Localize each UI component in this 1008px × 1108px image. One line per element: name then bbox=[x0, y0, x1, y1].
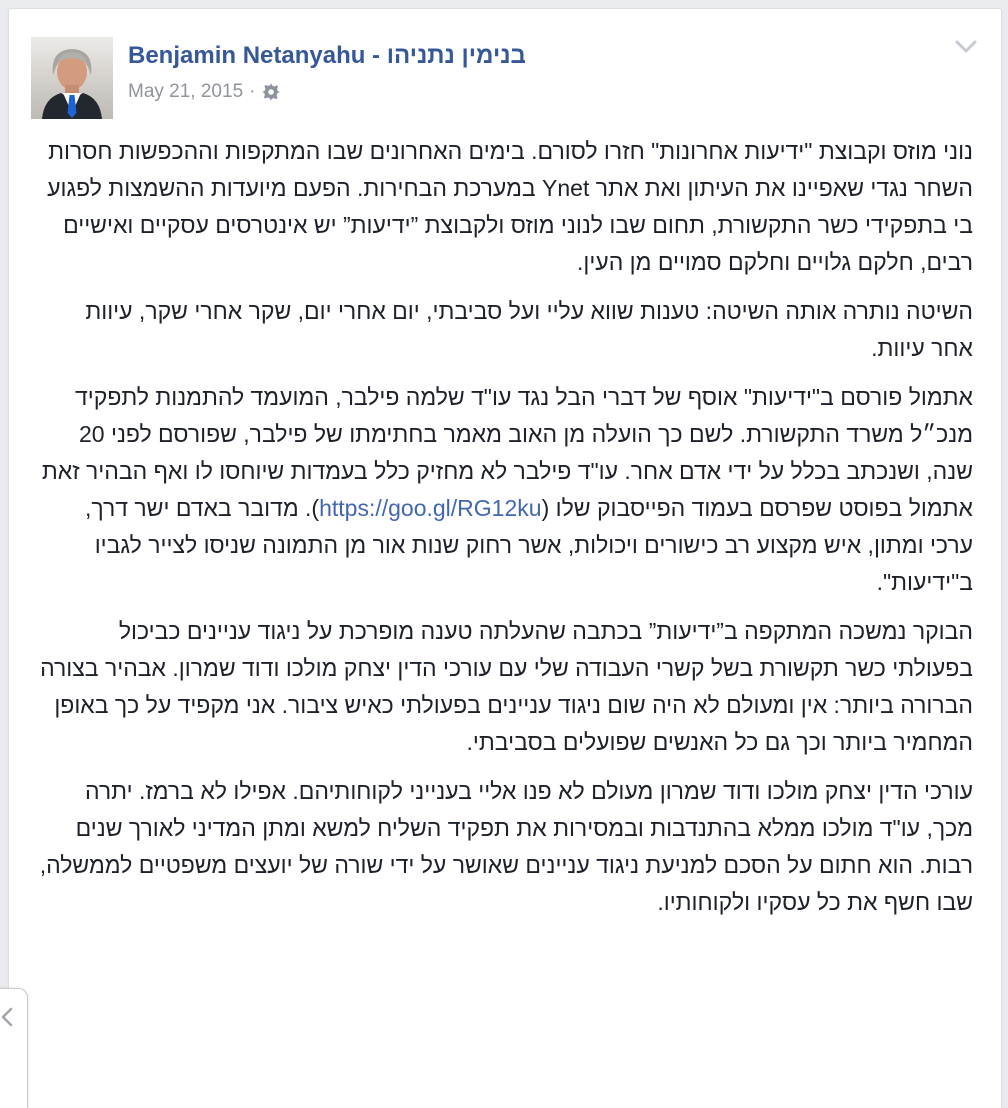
paragraph-text: ). מדובר באדם ישר דרך, ערכי ומתון, איש מקצוע רב כישורים ויכולות, אשר רחוק שנות אור מן התמונה שניסו לצייר לגביו ב"ידיעות". bbox=[84, 495, 973, 595]
chevron-down-icon bbox=[954, 39, 978, 58]
avatar[interactable] bbox=[31, 37, 113, 119]
timestamp[interactable]: May 21, 2015 bbox=[128, 81, 244, 102]
goo-gl-link[interactable]: https://goo.gl/RG12ku bbox=[319, 495, 542, 521]
post-paragraph bbox=[39, 379, 973, 601]
date-row bbox=[128, 81, 526, 103]
date-separator: · bbox=[249, 81, 256, 102]
sidebar-flyout-tab[interactable] bbox=[0, 988, 28, 1108]
post-header bbox=[9, 9, 1001, 131]
post-paragraph: הבוקר נמשכה המתקפה ב”ידיעות” בכתבה שהעלתה טענה מופרכת על ניגוד עניינים כביכול בפעולתי כשר תקשורת בשל קשרי העבודה שלי עם עורכי הדין יצחק מולכו ודוד שמרון. אבהיר בצורה הברורה ביותר: אין ומעולם לא היה שום ניגוד עניינים בפעולתי כאיש ציבור. אני מקפיד על כך באופן המחמיר ביותר וכך גם כל האנשים שפועלים בסביבתי. bbox=[40, 618, 973, 755]
gear-icon bbox=[262, 83, 280, 101]
author-name-link[interactable]: Benjamin Netanyahu - בנימין נתניהו bbox=[128, 42, 526, 69]
post-body bbox=[9, 131, 1001, 921]
post-card bbox=[8, 8, 1002, 1108]
header-info bbox=[128, 37, 526, 119]
collapse-post-button[interactable] bbox=[951, 35, 981, 61]
avatar-portrait-image bbox=[31, 37, 113, 119]
paragraph-text: אתמול פורסם ב"ידיעות" אוסף של דברי הבל נגד עו"ד שלמה פילבר, המועמד להתמנות לתפקיד מנכ״ל משרד התקשורת. לשם כך הועלה מן האוב מאמר בחתימתו של פילבר, שפורסם לפני 20 שנה, ושנכתב בכלל על ידי אדם אחר. עו"ד פילבר לא מחזיק כלל בעמדות שיוחסו לו ואף הבהיר זאת אתמול בפוסט שפרסם בעמוד הפייסבוק שלו ( bbox=[41, 384, 973, 521]
post-paragraph: עורכי הדין יצחק מולכו ודוד שמרון מעולם לא פנו אליי בענייני לקוחותיהם. אפילו לא ברמז. יתרה מכך, עו"ד מולכו ממלא בהתנדבות ובמסירות את תפקיד השליח למשא ומתן המדיני לאורך שנים רבות. הוא חתום על הסכם למניעת ניגוד עניינים שאושר על ידי שורה של יועצים משפטיים לממשלה, שבו חשף את כל עסקיו ולקוחותיו. bbox=[39, 778, 973, 915]
chevron-left-icon bbox=[1, 1007, 13, 1027]
post-paragraph: נוני מוזס וקבוצת "ידיעות אחרונות" חזרו לסורם. בימים האחרונים שבו המתקפות וההכפשות חסרות השחר נגדי שאפיינו את העיתון ואת אתר Ynet במערכת הבחירות. הפעם מיועדות ההשמצות לפגוע בי בתפקידי כשר התקשורת, תחום שבו לנוני מוזס ולקבוצת ”ידיעות” יש אינטרסים עסקיים ואישיים רבים, חלקם גלויים וחלקם סמויים מן העין. bbox=[47, 138, 973, 275]
post-paragraph: השיטה נותרה אותה השיטה: טענות שווא עליי ועל סביבתי, יום אחרי יום, שקר אחרי שקר, עיוות אחר עיוות. bbox=[85, 298, 973, 361]
